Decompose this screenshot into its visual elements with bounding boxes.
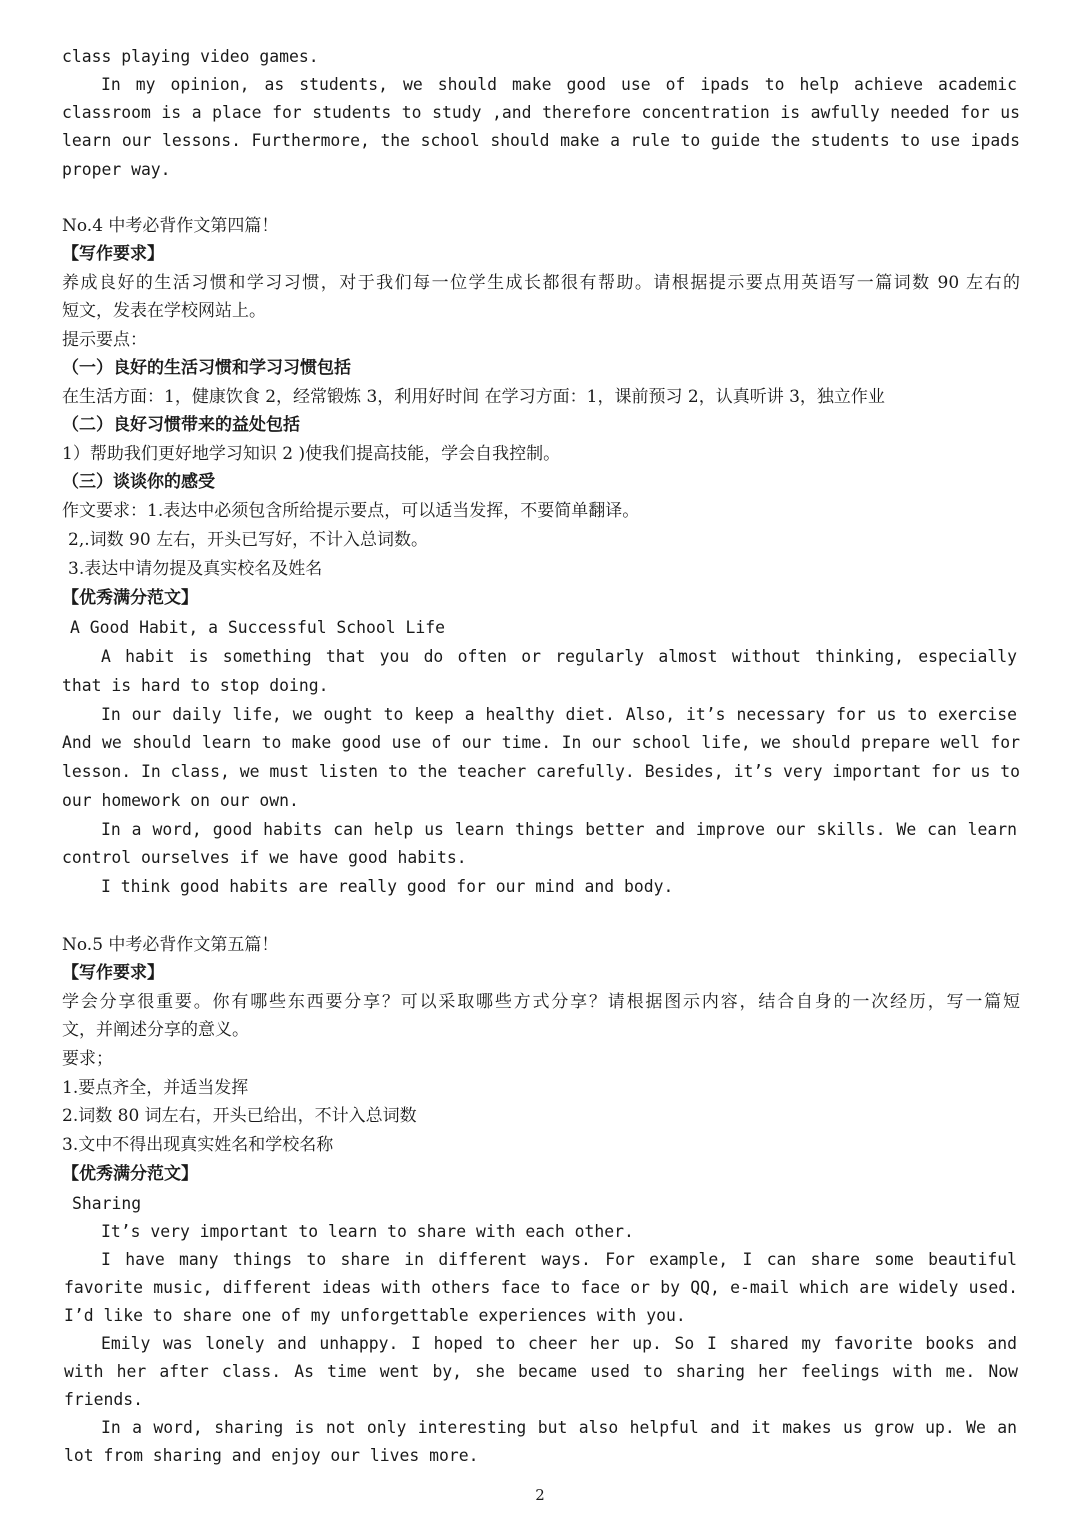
composition-rule: 作文要求：1.表达中必须包含所给提示要点，可以适当发挥，不要简单翻译。: [62, 501, 640, 521]
essay3-line: class playing video games.: [62, 47, 319, 66]
essay-title: Sharing: [72, 1194, 142, 1213]
requirement-text: 文，并阐述分享的意义。: [62, 1020, 249, 1040]
essay-line: favorite music, different ideas with others face to face or by QQ, e-mail which are widely used.: [64, 1278, 1018, 1297]
essay-line: lesson. In class, we must listen to the teacher carefully. Besides, it’s very important for us to: [62, 762, 1020, 781]
section-heading: No.5 中考必背作文第五篇！: [62, 935, 279, 955]
essay3-line: classroom is a place for students to study ,and therefore concentration is awfully needed for us: [62, 103, 1020, 122]
essay-line: with her after class. As time went by, she became used to sharing her feelings with me. Now: [64, 1362, 1018, 1381]
essay-line: that is hard to stop doing.: [62, 676, 329, 695]
essay-line: And we should learn to make good use of our time. In our school life, we should prepare well for: [62, 733, 1020, 752]
essay3-line: In my opinion, as students, we should make good use of ipads to help achieve academic: [101, 75, 1017, 94]
essay-line: In a word, sharing is not only interesting but also helpful and it makes us grow up. We an: [101, 1418, 1017, 1437]
essay-line: control ourselves if we have good habits.: [62, 848, 467, 867]
essay3-line: learn our lessons. Furthermore, the school should make a rule to guide the students to use ipads: [62, 131, 1020, 150]
composition-rule: 2,.词数 90 左右，开头已写好，不计入总词数。: [68, 530, 429, 550]
essay-line: In our daily life, we ought to keep a healthy diet. Also, it’s necessary for us to exercise: [101, 705, 1017, 724]
composition-rule: 3.文中不得出现真实姓名和学校名称: [62, 1135, 334, 1155]
essay-line: I think good habits are really good for our mind and body.: [101, 877, 674, 896]
essay-line: our homework on our own.: [62, 791, 299, 810]
essay-line: I have many things to share in different ways. For example, I can share some beautiful: [101, 1250, 1017, 1269]
essay3-line: proper way.: [62, 160, 171, 179]
essay-line: A habit is something that you do often or regularly almost without thinking, especially: [101, 647, 1017, 666]
essay-line: It’s very important to learn to share with each other.: [101, 1222, 634, 1241]
composition-rule: 2.词数 80 词左右，开头已给出，不计入总词数: [62, 1106, 417, 1126]
section-heading: No.4 中考必背作文第四篇！: [62, 216, 279, 236]
composition-rule: 1.要点齐全，并适当发挥: [62, 1078, 249, 1098]
hint-point-title: （三）谈谈你的感受: [62, 472, 215, 492]
composition-rule: 3.表达中请勿提及真实校名及姓名: [68, 559, 323, 579]
hint-point-text: 1）帮助我们更好地学习知识 2 )使我们提高技能，学会自我控制。: [62, 444, 561, 464]
requirement-text: 短文，发表在学校网站上。: [62, 301, 266, 321]
essay-line: friends.: [64, 1390, 143, 1409]
essay-line: Emily was lonely and unhappy. I hoped to cheer her up. So I shared my favorite books and: [101, 1334, 1017, 1353]
essay-title: A Good Habit, a Successful School Life: [70, 618, 445, 637]
sample-label: 【优秀满分范文】: [62, 588, 198, 608]
essay-line: In a word, good habits can help us learn things better and improve our skills. We can learn: [101, 820, 1017, 839]
sample-label: 【优秀满分范文】: [62, 1164, 198, 1184]
hint-label: 提示要点：: [62, 330, 147, 350]
requirement-label: 【写作要求】: [62, 244, 164, 264]
requirement-label: 要求；: [62, 1049, 113, 1069]
requirement-text: 养成良好的生活习惯和学习习惯，对于我们每一位学生成长都很有帮助。请根据提示要点用英语写一篇词数 90 左右的: [62, 273, 1020, 293]
essay-line: I’d like to share one of my unforgettable experiences with you.: [64, 1306, 686, 1325]
requirement-label: 【写作要求】: [62, 963, 164, 983]
page-number: 2: [535, 1486, 545, 1504]
essay-line: lot from sharing and enjoy our lives more.: [64, 1446, 479, 1465]
hint-point-title: （二）良好习惯带来的益处包括: [62, 415, 300, 435]
hint-point-text: 在生活方面：1，健康饮食 2，经常锻炼 3，利用好时间 在学习方面：1，课前预习 2，认真听讲 3，独立作业: [62, 387, 885, 407]
hint-point-title: （一）良好的生活习惯和学习习惯包括: [62, 358, 351, 378]
requirement-text: 学会分享很重要。你有哪些东西要分享？可以采取哪些方式分享？请根据图示内容，结合自身的一次经历，写一篇短: [62, 992, 1020, 1012]
